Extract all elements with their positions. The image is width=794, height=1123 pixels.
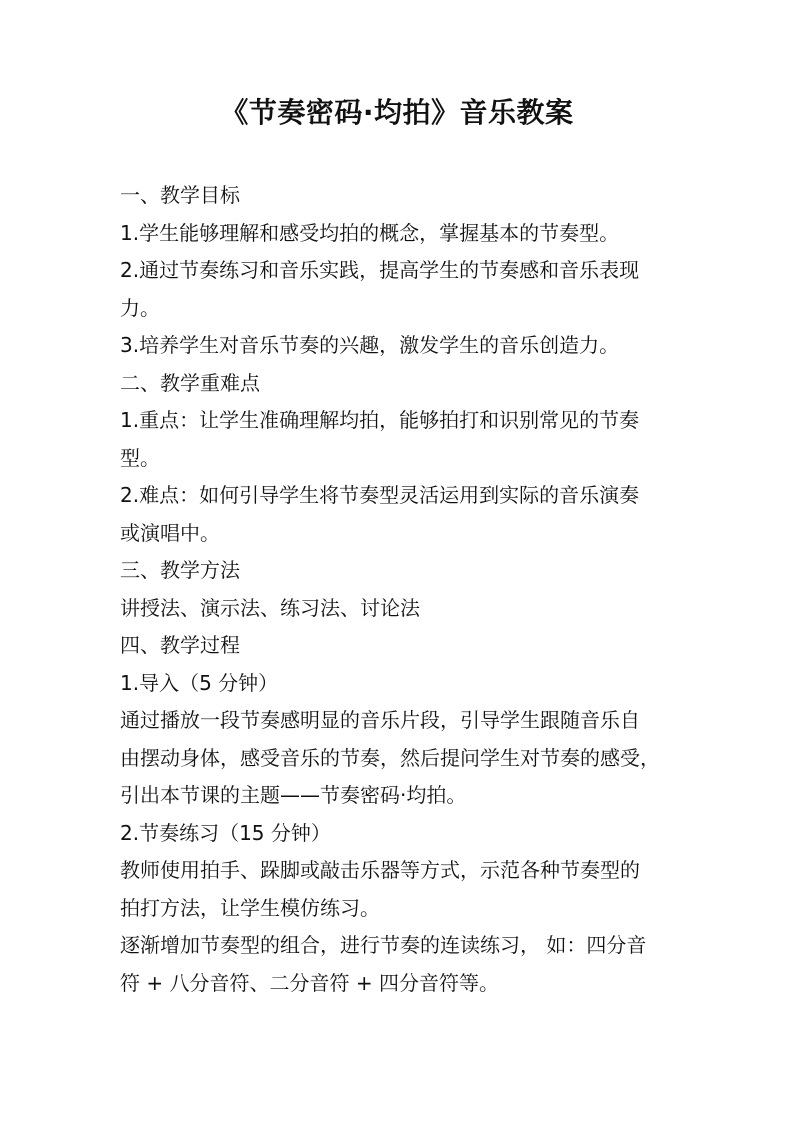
paragraph-line: 2.难点：如何引导学生将节奏型灵活运用到实际的音乐演奏	[120, 483, 640, 507]
paragraph-line: 逐渐增加节奏型的组合，进行节奏的连读练习， 如：四分音	[120, 933, 647, 957]
paragraph-line: 引出本节课的主题——节奏密码·均拍。	[120, 783, 467, 807]
document-title: 《节奏密码·均拍》音乐教案	[220, 96, 574, 129]
paragraph-line: 由摆动身体，感受音乐的节奏，然后提问学生对节奏的感受，	[120, 745, 660, 770]
paragraph-line: 力。	[120, 295, 160, 320]
document-body	[120, 177, 680, 1002]
paragraph-line: 3.培养学生对音乐节奏的兴趣，激发学生的音乐创造力。	[120, 333, 620, 357]
section-heading-methods: 三、教学方法	[120, 558, 240, 582]
section-heading-key-points: 二、教学重难点	[120, 370, 260, 395]
paragraph-line: 2.通过节奏练习和音乐实践，提高学生的节奏感和音乐表现	[120, 258, 640, 282]
paragraph-line: 或演唱中。	[120, 520, 220, 545]
subheading-introduction: 1.导入（5 分钟）	[120, 670, 279, 695]
paragraph-line: 通过播放一段节奏感明显的音乐片段，引导学生跟随音乐自	[120, 708, 640, 732]
paragraph-line: 型。	[120, 445, 160, 470]
section-heading-process: 四、教学过程	[120, 633, 240, 657]
paragraph-line: 讲授法、演示法、练习法、讨论法	[120, 595, 420, 620]
paragraph-line: 拍打方法，让学生模仿练习。	[120, 895, 380, 920]
paragraph-line: 1.重点：让学生准确理解均拍，能够拍打和识别常见的节奏	[120, 408, 640, 432]
paragraph-line: 1.学生能够理解和感受均拍的概念，掌握基本的节奏型。	[120, 220, 620, 245]
section-heading-objectives: 一、教学目标	[120, 183, 240, 207]
subheading-rhythm-practice: 2.节奏练习（15 分钟）	[120, 820, 331, 845]
paragraph-line: 符 + 八分音符、二分音符 + 四分音符等。	[120, 970, 499, 995]
paragraph-line: 教师使用拍手、跺脚或敲击乐器等方式，示范各种节奏型的	[120, 858, 640, 882]
